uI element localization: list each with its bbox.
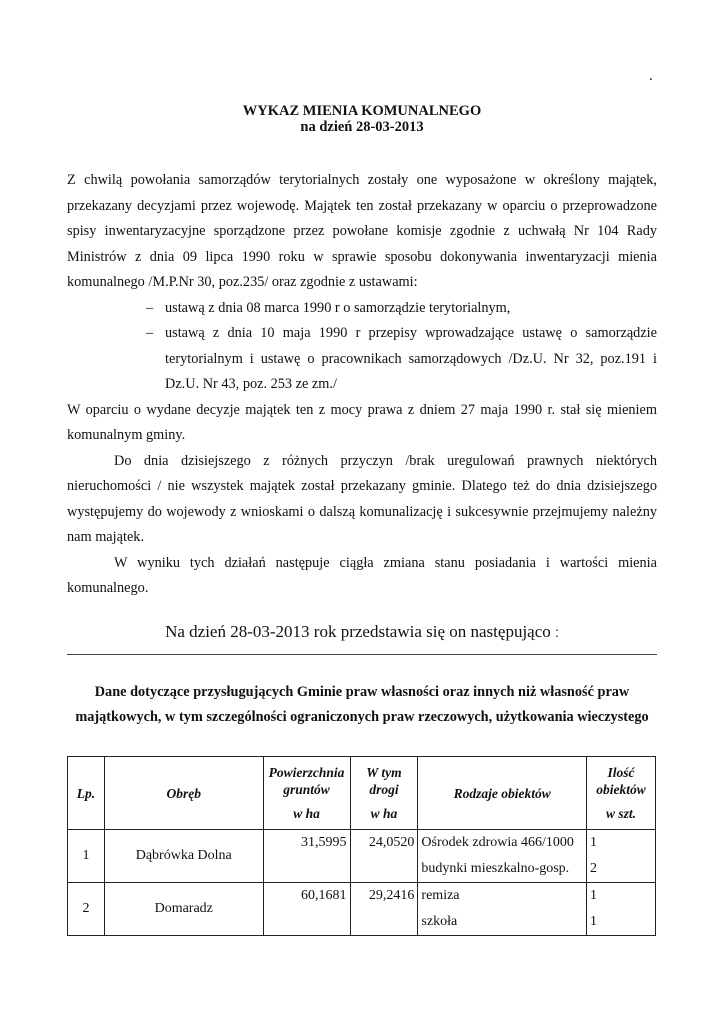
document-title: WYKAZ MIENIA KOMUNALNEGO <box>242 103 482 119</box>
document-title-block <box>0 103 724 135</box>
cell-drogi: 24,0520 <box>350 830 418 883</box>
cell-obiekt-line: szkoła <box>421 914 458 929</box>
lead-colon: : <box>555 624 559 640</box>
corner-mark: . <box>649 68 653 84</box>
lead-line <box>0 622 724 642</box>
header-powierzchnia-unit: w ha <box>293 806 320 821</box>
header-lp: Lp. <box>68 757 105 830</box>
table-row <box>68 883 656 936</box>
header-drogi-label: W tym drogi <box>366 765 402 797</box>
cell-ilosc-line: 1 <box>590 914 598 929</box>
cell-obiekt-line: remiza <box>421 888 460 903</box>
cell-obiekty <box>418 883 587 936</box>
cell-ilosc-line: 2 <box>590 861 598 876</box>
header-powierzchnia-label: Powierzchnia gruntów <box>268 765 345 797</box>
header-ilosc-unit: w szt. <box>606 806 637 821</box>
cell-powierzchnia: 60,1681 <box>263 883 350 936</box>
header-drogi <box>350 757 418 830</box>
cell-ilosc <box>587 883 656 936</box>
list-item-text: ustawą z dnia 08 marca 1990 r o samorządzie terytorialnym, <box>165 299 511 316</box>
cell-obreb: Domaradz <box>104 883 263 936</box>
lead-text: Na dzień 28-03-2013 rok przedstawia się on następująco <box>165 622 551 641</box>
cell-drogi: 29,2416 <box>350 883 418 936</box>
header-ilosc-label: Ilość obiektów <box>596 765 646 797</box>
table-row <box>68 830 656 883</box>
header-obreb: Obręb <box>104 757 263 830</box>
laws-list-item <box>67 296 657 322</box>
section-heading: Dane dotyczące przysługujących Gminie praw własności oraz innych niż własność praw majątkowych, w tym szczególności ograniczonych praw rzeczowych, użytkowania wieczystego <box>75 684 649 725</box>
header-ilosc <box>587 757 656 830</box>
document-date: na dzień 28-03-2013 <box>300 119 424 135</box>
cell-obiekt-line: budynki mieszkalno-gosp. <box>421 861 570 876</box>
property-table <box>67 756 656 936</box>
laws-list <box>67 296 657 398</box>
body-text <box>67 168 657 602</box>
table-header-row <box>68 757 656 830</box>
list-marker: – <box>146 299 154 316</box>
cell-obiekty <box>418 830 587 883</box>
laws-list-item <box>67 321 657 398</box>
cell-ilosc-line: 1 <box>590 835 598 850</box>
cell-obiekt-line: Ośrodek zdrowia 466/1000 <box>421 835 574 850</box>
cell-obreb: Dąbrówka Dolna <box>104 830 263 883</box>
header-rodzaje: Rodzaje obiektów <box>418 757 587 830</box>
paragraph-decisions: W oparciu o wydane decyzje majątek ten z mocy prawa z dniem 27 maja 1990 r. stał się mieniem komunalnym gminy. <box>67 401 657 443</box>
header-drogi-unit: w ha <box>370 806 398 821</box>
cell-lp: 1 <box>68 830 105 883</box>
paragraph-intro: Z chwilą powołania samorządów terytorialnych zostały one wyposażone w określony majątek, przekazany decyzjami przez wojewodę. Majątek ten został przekazany w oparciu o przeprowadzone spisy inwentaryzacyjne sporządzone przez powołane komisje zgodnie z uchwałą Nr 104 Rady Ministrów z dnia 09 lipca 1990 roku w sprawie sposobu dokonywania inwentaryzacji mienia komunalnego /M.P.Nr 30, poz.235/ oraz zgodnie z ustawami: <box>67 172 657 290</box>
header-powierzchnia <box>263 757 350 830</box>
cell-lp: 2 <box>68 883 105 936</box>
cell-ilosc-line: 1 <box>590 888 598 903</box>
list-item-text: ustawą z dnia 10 maja 1990 r przepisy wprowadzające ustawę o samorządzie terytorialnym i ustawę o pracownikach samorządowych /Dz.U. Nr 32, poz.191 i Dz.U. Nr 43, poz. 253 ze zm./ <box>165 325 657 392</box>
horizontal-rule <box>67 654 657 655</box>
list-marker: – <box>146 325 154 341</box>
cell-ilosc <box>587 830 656 883</box>
paragraph-current-state: Do dnia dzisiejszego z różnych przyczyn /brak uregulowań prawnych niektórych nieruchomości / nie wszystek majątek został przekazany gminie. Dlatego też do dnia dzisiejszego występujemy do wojewody z wnioskami o dalszą komunalizację i sukcesywnie przejmujemy należny nam majątek. <box>67 452 657 545</box>
cell-powierzchnia: 31,5995 <box>263 830 350 883</box>
paragraph-result: W wyniku tych działań następuje ciągła zmiana stanu posiadania i wartości mienia komunalnego. <box>67 554 657 596</box>
